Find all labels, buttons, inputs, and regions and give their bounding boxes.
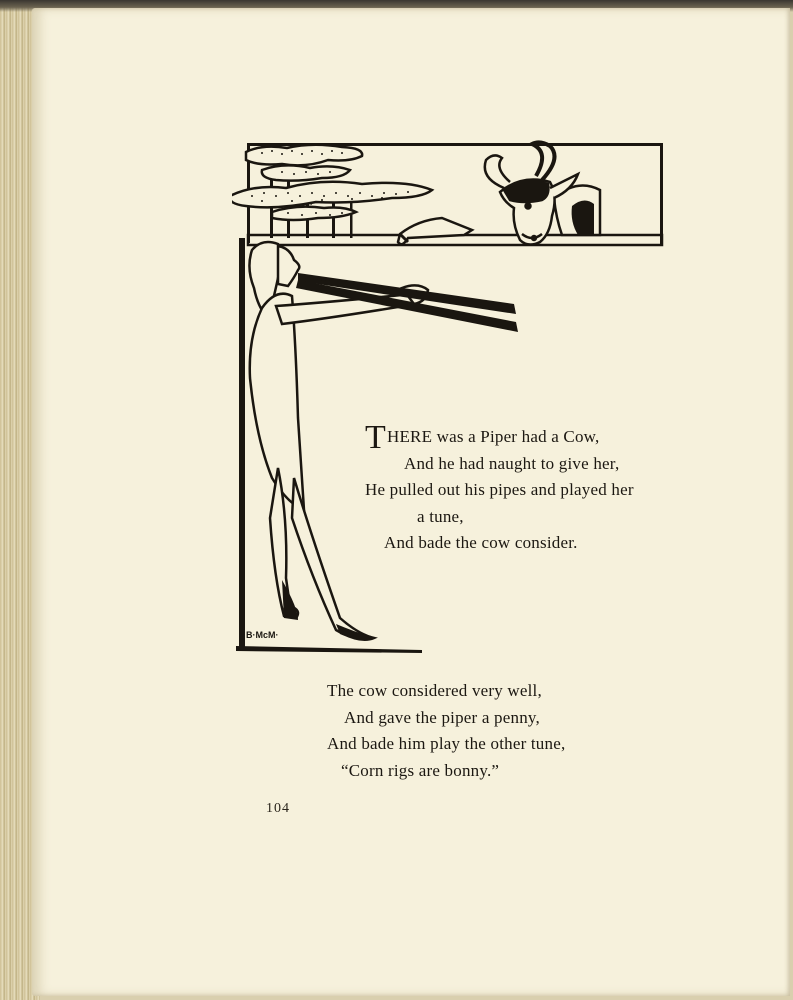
cow-eye [526,204,531,209]
piper-and-cow-illustration [232,138,668,654]
cow-hoof-on-rail [398,218,472,244]
page-number: 104 [266,801,290,816]
verse-line: And he had naught to give her, [404,453,620,473]
verse-line: He pulled out his pipes and played her [365,480,634,499]
verse-line: And bade the cow consider. [384,533,578,552]
verse-line: And gave the piper a penny, [344,707,540,727]
verse-stanza-2 [327,678,565,784]
verse-line: The cow considered very well, [327,681,542,700]
verse-line-text: HERE was a Piper had a Cow, [386,427,600,446]
verse-line: “Corn rigs are bonny.” [341,760,500,780]
piper-face [278,246,299,286]
drop-cap: T [365,419,386,456]
piper-arm [276,294,416,324]
frame-left-post [239,238,245,648]
cow-horn-left [485,155,510,188]
cow-nostril [532,236,536,240]
verse-line: a tune, [417,506,464,526]
verse-line: And bade him play the other tune, [327,734,566,753]
cow-horn-right [532,142,555,180]
artist-signature: B·McM· [246,630,279,640]
tree-canopy [232,145,432,220]
frame-right-border [660,143,663,245]
ground-line [236,646,422,653]
verse-stanza-1 [365,419,634,557]
verse-line [365,419,634,456]
